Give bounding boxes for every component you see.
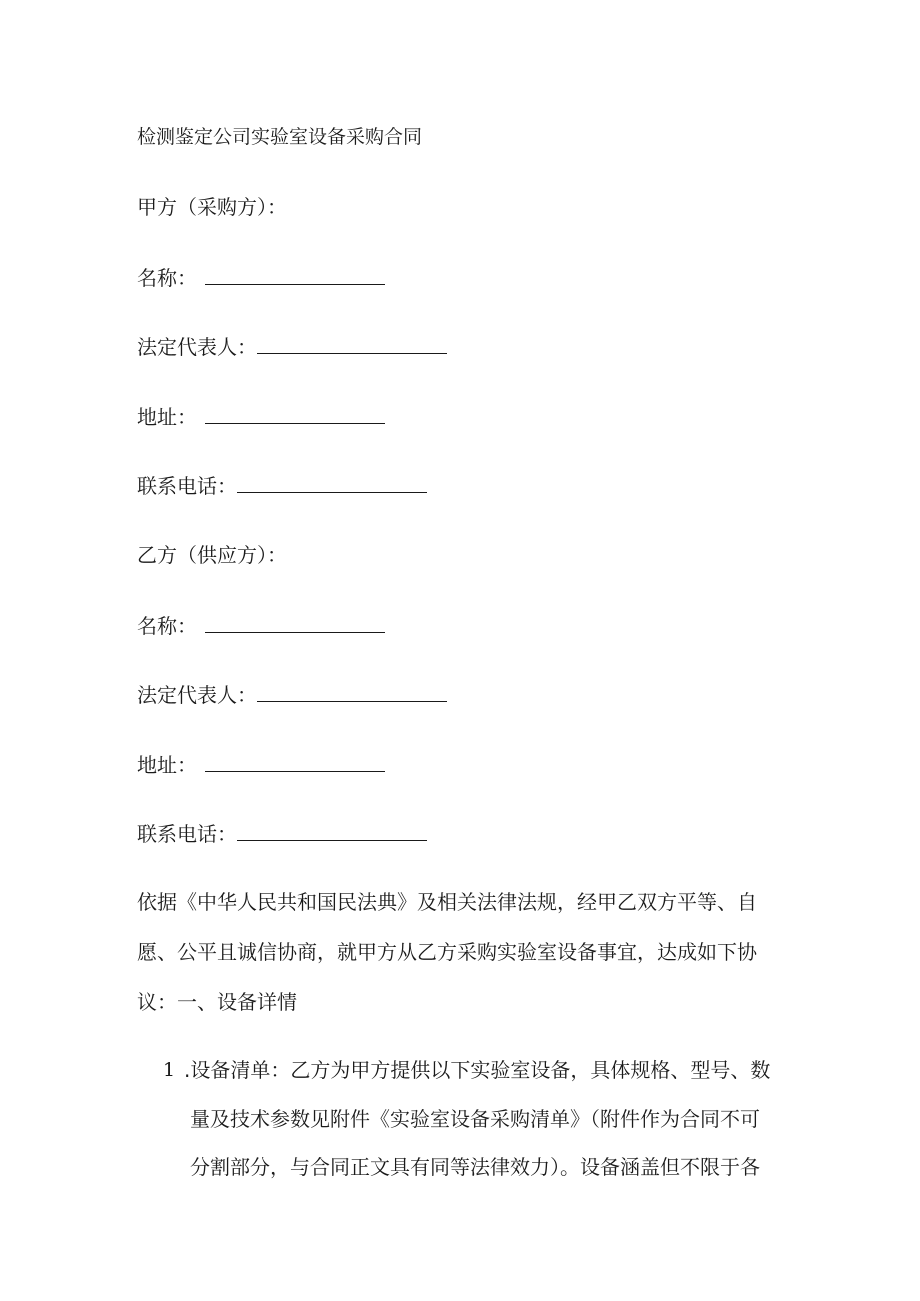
item-line: .设备清单：乙方为甲方提供以下实验室设备，具体规格、型号、数: [184, 1058, 771, 1082]
party-b-rep-blank[interactable]: [257, 679, 447, 702]
preamble-line: 愿、公平且诚信协商，就甲方从乙方采购实验室设备事宜，达成如下协: [137, 940, 757, 964]
party-b-phone-row: [137, 818, 427, 849]
party-b-name-row: [137, 610, 385, 641]
party-a-address-label: 地址：: [137, 405, 197, 429]
party-a-phone-row: [137, 470, 427, 501]
document-title: 检测鉴定公司实验室设备采购合同: [137, 126, 423, 148]
party-a-phone-blank[interactable]: [237, 470, 427, 493]
party-a-name-label: 名称：: [137, 266, 197, 290]
party-b-address-label: 地址：: [137, 753, 197, 777]
party-a-rep-label: 法定代表人：: [137, 335, 257, 359]
party-b-name-label: 名称：: [137, 614, 197, 638]
party-b-rep-label: 法定代表人：: [137, 683, 257, 707]
party-a-rep-blank[interactable]: [257, 331, 447, 354]
party-a-phone-label: 联系电话：: [137, 474, 237, 498]
item-number: 1: [163, 1059, 176, 1081]
party-a-address-blank[interactable]: [205, 401, 385, 424]
party-a-name-blank[interactable]: [205, 262, 385, 285]
party-a-heading: 甲方（采购方）：: [137, 195, 287, 219]
preamble-line: 议：一、设备详情: [137, 990, 297, 1014]
party-b-address-row: [137, 749, 385, 780]
party-b-phone-blank[interactable]: [237, 818, 427, 841]
item-line: 分割部分，与合同正文具有同等法律效力）。设备涵盖但不限于各: [190, 1155, 760, 1179]
party-b-name-blank[interactable]: [205, 610, 385, 633]
party-a-name-row: [137, 262, 385, 293]
party-b-rep-row: [137, 679, 447, 710]
party-a-address-row: [137, 401, 385, 432]
party-b-phone-label: 联系电话：: [137, 822, 237, 846]
preamble-line: 依据《中华人民共和国民法典》及相关法律法规，经甲乙双方平等、自: [137, 890, 757, 914]
party-a-rep-row: [137, 331, 447, 362]
party-b-heading: 乙方（供应方）：: [137, 543, 287, 567]
preamble-paragraph: [137, 877, 777, 1027]
party-b-address-blank[interactable]: [205, 749, 385, 772]
item-line: 量及技术参数见附件《实验室设备采购清单》（附件作为合同不可: [190, 1107, 760, 1131]
